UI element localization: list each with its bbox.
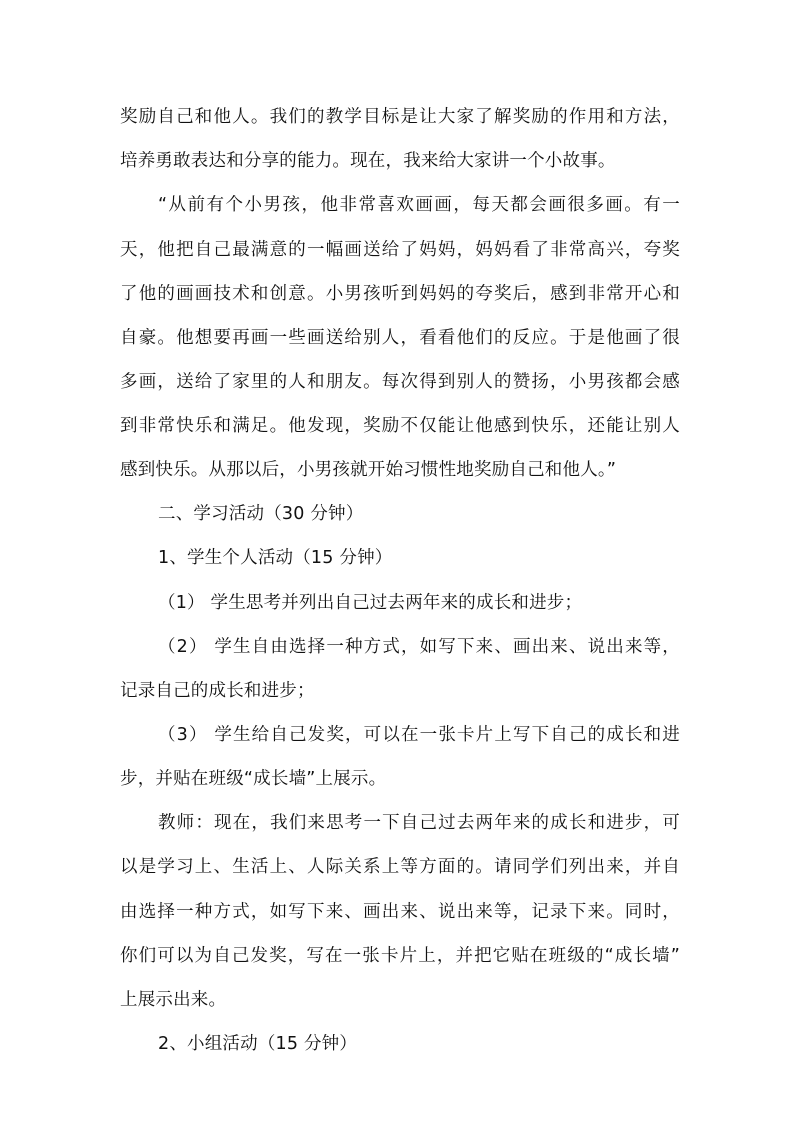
paragraph-line: 多画，送给了家里的人和朋友。每次得到别人的赞扬，小男孩都会感 xyxy=(120,372,680,392)
list-item: （3） 学生给自己发奖，可以在一张卡片上写下自己的成长和进 xyxy=(158,725,680,745)
paragraph-line: “从前有个小男孩，他非常喜欢画画，每天都会画很多画。有一 xyxy=(158,195,680,215)
paragraph-line: 天，他把自己最满意的一幅画送给了妈妈，妈妈看了非常高兴，夸奖 xyxy=(120,240,680,260)
paragraph-line: 上展示出来。 xyxy=(120,990,227,1010)
paragraph-line: 到非常快乐和满足。他发现，奖励不仅能让他感到快乐，还能让别人 xyxy=(120,416,680,436)
list-item: （2） 学生自由选择一种方式，如写下来、画出来、说出来等， xyxy=(158,637,680,657)
paragraph-line: 自豪。他想要再画一些画送给别人，看看他们的反应。于是他画了很 xyxy=(120,328,680,348)
list-item-continuation: 记录自己的成长和进步； xyxy=(120,681,315,701)
list-item: （1） 学生思考并列出自己过去两年来的成长和进步； xyxy=(158,593,583,613)
list-item-continuation: 步，并贴在班级“成长墙”上展示。 xyxy=(120,769,387,789)
paragraph-line: 教师：现在，我们来思考一下自己过去两年来的成长和进步，可 xyxy=(158,813,680,833)
paragraph-line: 你们可以为自己发奖，写在一张卡片上，并把它贴在班级的“成长墙” xyxy=(120,946,680,966)
paragraph-line: 由选择一种方式，如写下来、画出来、说出来等，记录下来。同时， xyxy=(120,902,680,922)
paragraph-line: 培养勇敢表达和分享的能力。现在，我来给大家讲一个小故事。 xyxy=(120,151,616,171)
paragraph-line: 奖励自己和他人。我们的教学目标是让大家了解奖励的作用和方法， xyxy=(120,107,680,127)
paragraph-line: 以是学习上、生活上、人际关系上等方面的。请同学们列出来，并自 xyxy=(120,857,680,877)
subsection-heading: 1、学生个人活动（15 分钟） xyxy=(158,548,393,568)
subsection-heading: 2、小组活动（15 分钟） xyxy=(158,1034,358,1054)
paragraph-line: 了他的画画技术和创意。小男孩听到妈妈的夸奖后，感到非常开心和 xyxy=(120,284,680,304)
paragraph-line: 感到快乐。从那以后，小男孩就开始习惯性地奖励自己和他人。” xyxy=(120,460,617,480)
section-heading: 二、学习活动（30 分钟） xyxy=(158,504,364,524)
